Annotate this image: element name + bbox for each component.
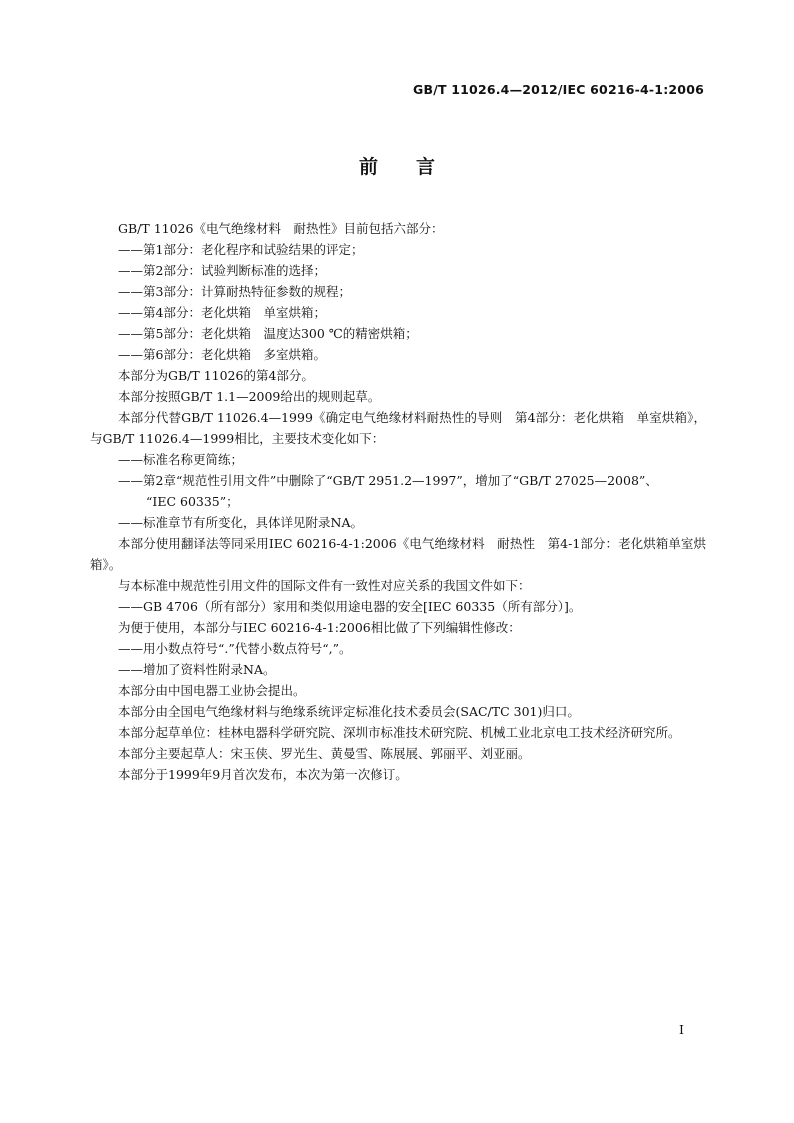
paragraph: 本部分由中国电器工业协会提出。 [118, 683, 306, 698]
paragraph: 本部分按照GB/T 1.1—2009给出的规则起草。 [118, 389, 381, 404]
list-item: ——增加了资料性附录NA。 [118, 662, 276, 677]
list-item: ——第2部分：试验判断标准的选择； [118, 263, 326, 278]
list-item: ——GB 4706（所有部分）家用和类似用途电器的安全[IEC 60335（所有部分）]。 [118, 599, 582, 614]
paragraph: 本部分主要起草人：宋玉侠、罗光生、黄曼雪、陈展展、郭丽平、刘亚丽。 [118, 746, 531, 761]
list-item: ——第5部分：老化烘箱 温度达300 ℃的精密烘箱； [118, 326, 418, 341]
list-item: ——标准章节有所变化，具体详见附录NA。 [118, 515, 363, 530]
paragraph: 本部分代替GB/T 11026.4—1999《确定电气绝缘材料耐热性的导则 第4部分：老化烘箱 单室烘箱》，与GB/T 11026.4—1999相比，主要技术变化如下： [90, 410, 706, 446]
list-item-continuation: “IEC 60335”； [146, 494, 239, 509]
standard-code-header: GB/T 11026.4—2012/IEC 60216-4-1:2006 [413, 82, 704, 97]
list-item: ——第6部分：老化烘箱 多室烘箱。 [118, 347, 326, 362]
paragraph: 本部分由全国电气绝缘材料与绝缘系统评定标准化技术委员会(SAC/TC 301)归口。 [118, 704, 580, 719]
paragraph: 与本标准中规范性引用文件的国际文件有一致性对应关系的我国文件如下： [118, 578, 531, 593]
paragraph: GB/T 11026《电气绝缘材料 耐热性》目前包括六部分： [118, 221, 444, 236]
page-number: I [679, 1022, 684, 1037]
list-item: ——第1部分：老化程序和试验结果的评定； [118, 242, 364, 257]
list-item: ——第4部分：老化烘箱 单室烘箱； [118, 305, 326, 320]
list-item: ——第3部分：计算耐热特征参数的规程； [118, 284, 351, 299]
list-item: ——用小数点符号“.”代替小数点符号“,”。 [118, 641, 352, 656]
paragraph: 本部分于1999年9月首次发布，本次为第一次修订。 [118, 767, 408, 782]
page-title: 前言 [358, 156, 473, 178]
paragraph: 为便于使用，本部分与IEC 60216-4-1:2006相比做了下列编辑性修改： [118, 620, 521, 635]
paragraph: 本部分起草单位：桂林电器科学研究院、深圳市标准技术研究院、机械工业北京电工技术经济研究所。 [118, 725, 681, 740]
list-item: ——标准名称更简练； [118, 452, 244, 467]
paragraph: 本部分使用翻译法等同采用IEC 60216-4-1:2006《电气绝缘材料 耐热性 第4-1部分：老化烘箱单室烘箱》。 [90, 536, 706, 572]
list-item: ——第2章“规范性引用文件”中删除了“GB/T 2951.2—1997”，增加了“GB/T 27025—2008”、 [118, 473, 658, 488]
preface-body [90, 218, 706, 785]
paragraph: 本部分为GB/T 11026的第4部分。 [118, 368, 314, 383]
